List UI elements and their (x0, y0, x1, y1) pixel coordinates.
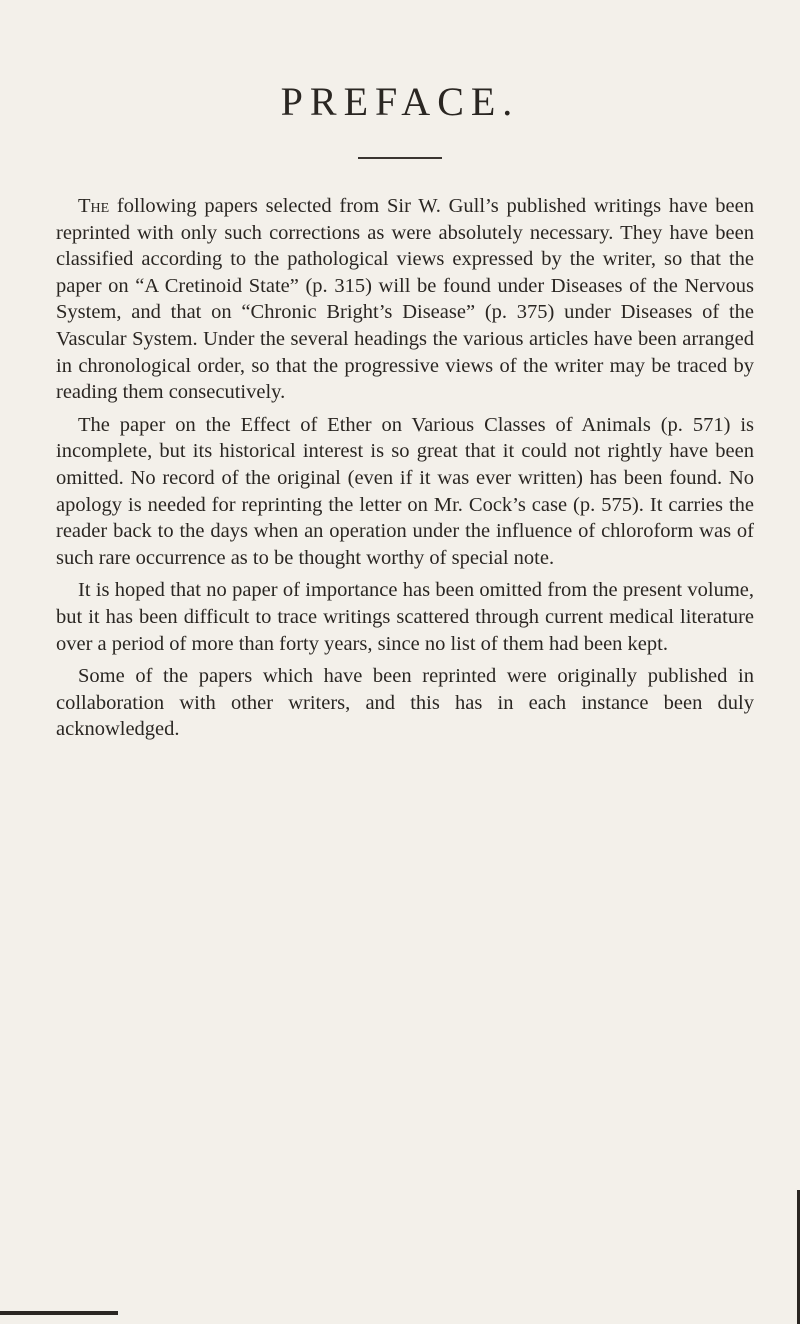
paragraph-1 (56, 193, 754, 406)
preface-body (56, 193, 754, 749)
title-divider (358, 157, 442, 159)
scan-edge-bottom (0, 1311, 118, 1315)
paragraph-1-text: following papers selected from Sir W. Gull’s published writings have been reprinted with only such corrections as were absolutely necessary. They have been classified according to the pathological views expressed by the writer, so that the paper on “A Cretinoid State” (p. 315) will be found under Diseases of the Nervous System, and that on “Chronic Bright’s Disease” (p. 375) under Diseases of the Vascular System. Under the several headings the various articles have been arranged in chronological order, so that the progressive views of the writer may be traced by reading them consecutively. (56, 195, 754, 404)
page-title: PREFACE. (280, 79, 520, 124)
paragraph-2 (56, 412, 754, 572)
paragraph-2-text: The paper on the Effect of Ether on Various Classes of Animals (p. 571) is incomplete, but its historical interest is so great that it could not rightly have been omitted. No record of the original (even if it was ever written) has been found. No apology is needed for reprinting the letter on Mr. Cock’s case (p. 575). It carries the reader back to the days when an operation under the influence of chloroform was of such rare occurrence as to be thought worthy of special note. (56, 413, 754, 569)
paragraph-4-text: Some of the papers which have been reprinted were originally published in collaboration with other writers, and this has in each instance been duly acknowledged. (56, 665, 754, 741)
paragraph-3-text: It is hoped that no paper of importance has been omitted from the present volume, but it has been difficult to trace writings scattered through current medical literature over a period of more than forty years, since no list of them had been kept. (56, 579, 754, 655)
paragraph-4 (56, 663, 754, 743)
paragraph-1-lead: The (78, 195, 110, 217)
paragraph-3 (56, 577, 754, 657)
